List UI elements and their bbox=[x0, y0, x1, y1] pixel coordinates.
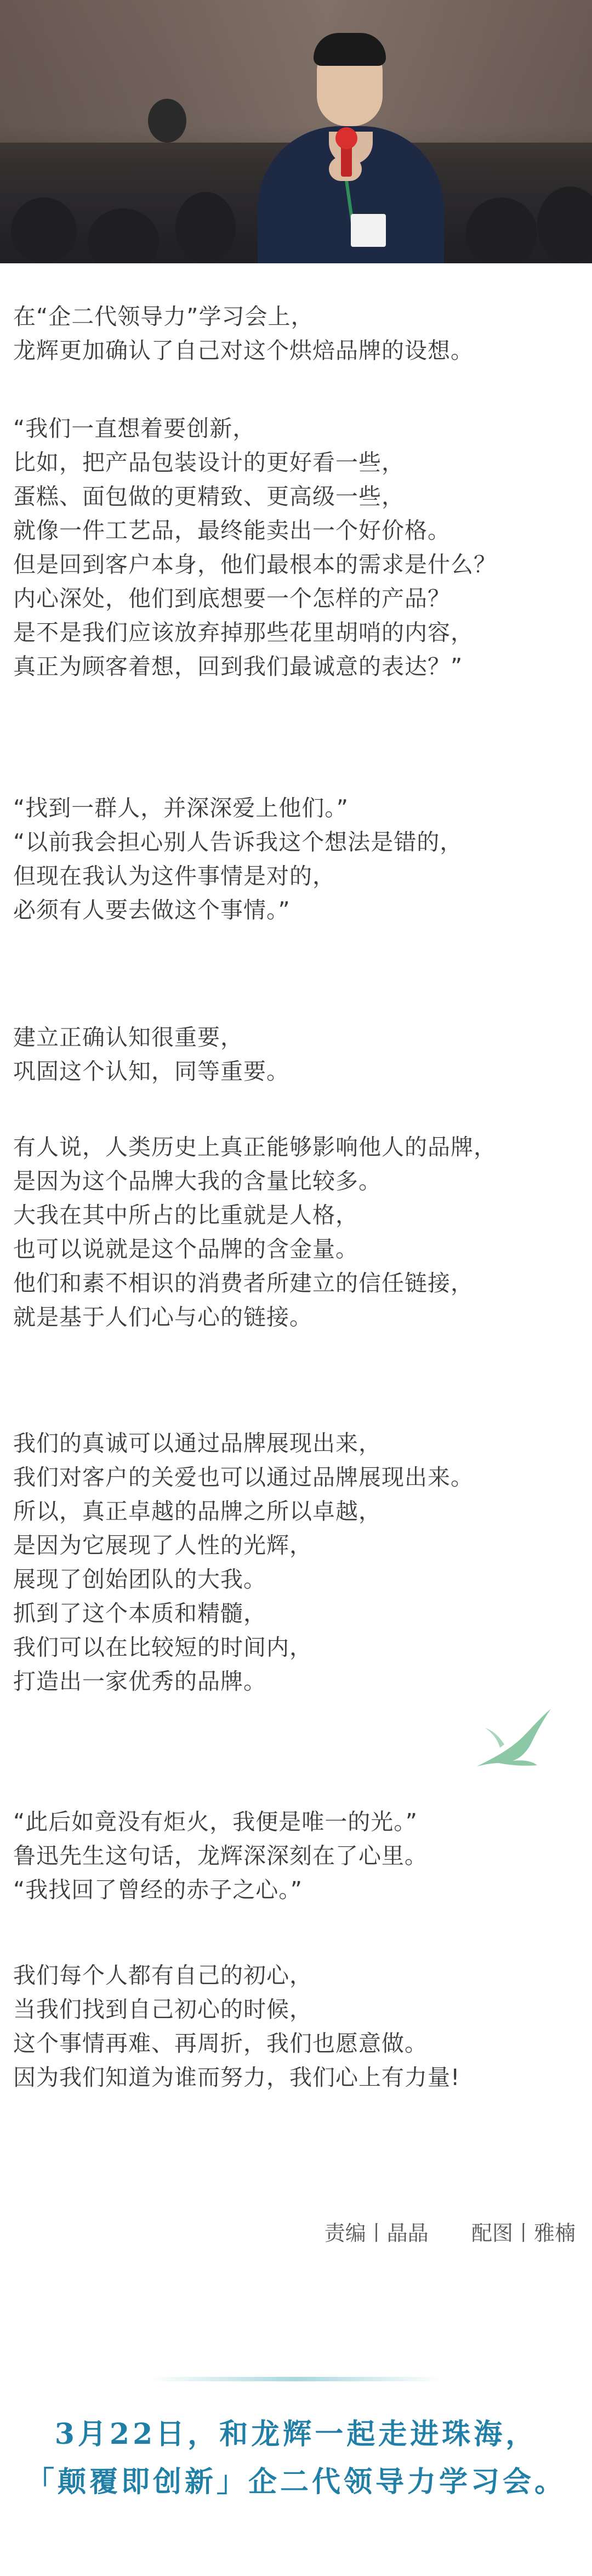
paragraph-1 bbox=[0, 300, 474, 368]
text-line: 蛋糕、面包做的更精致、更高级一些， bbox=[13, 483, 405, 510]
text-line: 有人说，人类历史上真正能够影响他人的品牌， bbox=[13, 1134, 497, 1160]
paragraph-2 bbox=[0, 411, 497, 683]
text-line: 抓到了这个本质和精髓， bbox=[13, 1600, 266, 1626]
text-line: 大我在其中所占的比重就是人格， bbox=[13, 1202, 358, 1228]
credits bbox=[0, 2216, 576, 2246]
text-line: 就像一件工艺品，最终能卖出一个好价格。 bbox=[13, 517, 451, 544]
paragraph-8 bbox=[0, 1958, 460, 2094]
text-line: 是不是我们应该放弃掉那些花里胡哨的内容， bbox=[13, 619, 474, 646]
event-banner-line-1: 3月22日，和龙辉一起走进珠海， bbox=[54, 2417, 538, 2451]
paragraph-7 bbox=[0, 1805, 428, 1907]
paragraph-3 bbox=[0, 791, 463, 927]
text-line: 他们和素不相识的消费者所建立的信任链接， bbox=[13, 1270, 474, 1296]
text-line: 是因为这个品牌大我的含量比较多。 bbox=[13, 1168, 382, 1194]
text-line: “此后如竟没有炬火，我便是唯一的光。” bbox=[13, 1809, 418, 1835]
text-line: 建立正确认知很重要， bbox=[13, 1024, 243, 1050]
text-line: 这个事情再难、再周折，我们也愿意做。 bbox=[13, 2030, 428, 2057]
text-line: 真正为顾客着想，回到我们最诚意的表达？” bbox=[13, 653, 463, 680]
header-photo bbox=[0, 0, 592, 263]
event-banner-line-2: 「颠覆即创新」企二代领导力学习会。 bbox=[25, 2465, 566, 2499]
text-line: 我们每个人都有自己的初心， bbox=[13, 1962, 312, 1989]
text-line: “我们一直想着要创新， bbox=[13, 415, 256, 442]
text-line: 打造出一家优秀的品牌。 bbox=[13, 1668, 266, 1694]
swallow-bird-icon bbox=[471, 1706, 554, 1772]
text-line: 我们对客户的关爱也可以通过品牌展现出来。 bbox=[13, 1464, 474, 1490]
divider bbox=[148, 2377, 444, 2381]
text-line: 龙辉更加确认了自己对这个烘焙品牌的设想。 bbox=[13, 337, 474, 364]
text-line: 因为我们知道为谁而努力，我们心上有力量! bbox=[13, 2064, 460, 2091]
text-line: 所以，真正卓越的品牌之所以卓越， bbox=[13, 1498, 382, 1524]
text-line: 但是回到客户本身，他们最根本的需求是什么？ bbox=[13, 551, 497, 578]
text-line: 内心深处，他们到底想要一个怎样的产品？ bbox=[13, 585, 451, 612]
text-line: 是因为它展现了人性的光辉， bbox=[13, 1532, 312, 1558]
text-line: 也可以说就是这个品牌的含金量。 bbox=[13, 1236, 358, 1262]
editor-credit: 责编丨晶晶 bbox=[324, 2221, 429, 2245]
text-line: 展现了创始团队的大我。 bbox=[13, 1566, 266, 1592]
text-line: 但现在我认为这件事情是对的， bbox=[13, 863, 335, 889]
text-line: 就是基于人们心与心的链接。 bbox=[13, 1304, 312, 1330]
text-line: 必须有人要去做这个事情。” bbox=[13, 897, 291, 923]
text-line: 比如，把产品包装设计的更好看一些， bbox=[13, 449, 405, 476]
text-line: 鲁迅先生这句话，龙辉深深刻在了心里。 bbox=[13, 1843, 428, 1869]
text-line: 当我们找到自己初心的时候， bbox=[13, 1996, 312, 2023]
text-line: “我找回了曾经的赤子之心。” bbox=[13, 1877, 303, 1903]
text-line: 巩固这个认知，同等重要。 bbox=[13, 1058, 289, 1084]
text-line: 在“企二代领导力”学习会上， bbox=[13, 303, 314, 330]
text-line: “找到一群人，并深深爱上他们。” bbox=[13, 795, 349, 821]
text-line: 我们的真诚可以通过品牌展现出来， bbox=[13, 1430, 382, 1456]
paragraph-4 bbox=[0, 1020, 289, 1088]
text-line: “以前我会担心别人告诉我这个想法是错的， bbox=[13, 829, 463, 855]
image-credit: 配图丨雅楠 bbox=[471, 2221, 576, 2245]
paragraph-6 bbox=[0, 1426, 474, 1698]
paragraph-5 bbox=[0, 1130, 497, 1334]
text-line: 我们可以在比较短的时间内， bbox=[13, 1634, 312, 1660]
